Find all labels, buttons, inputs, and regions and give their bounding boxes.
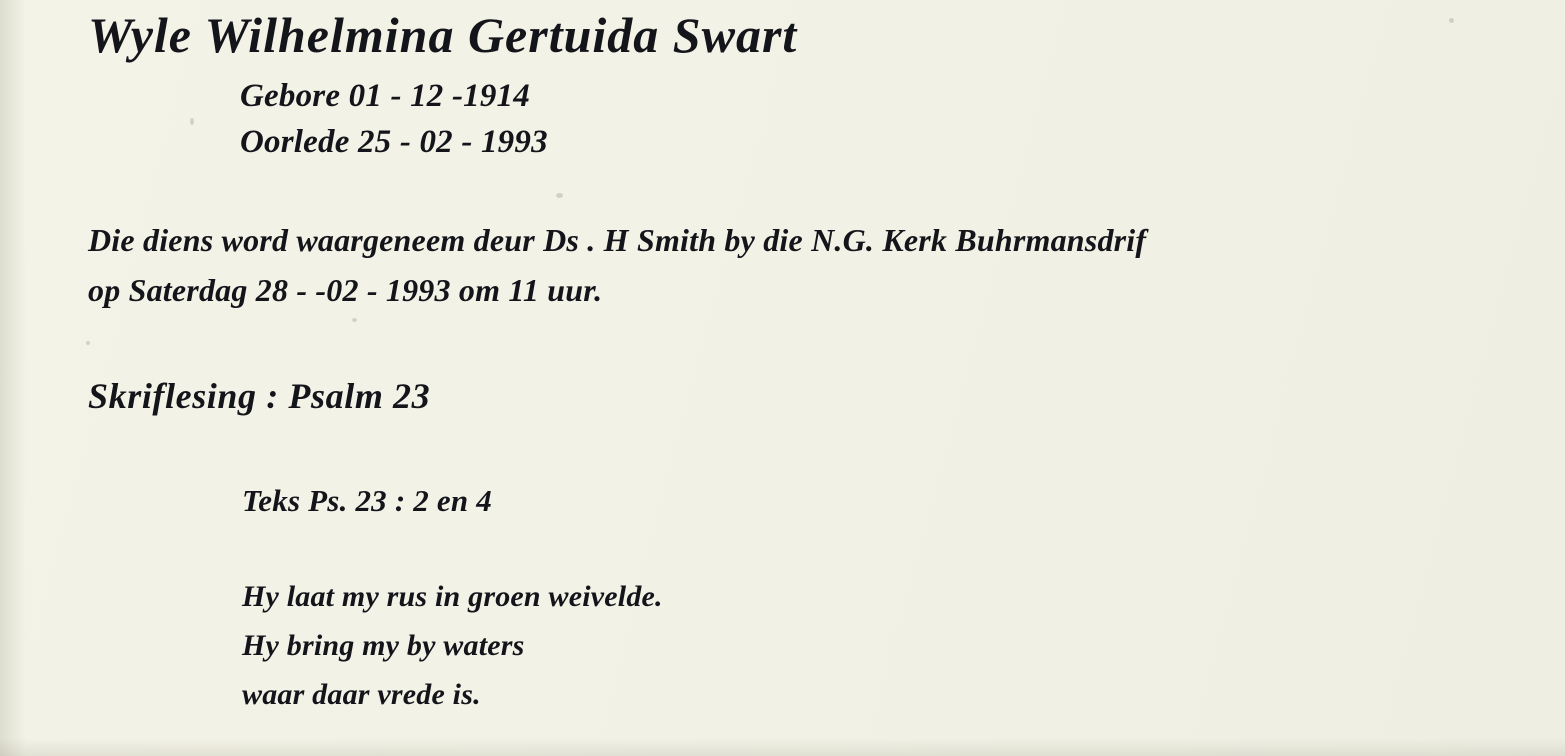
- service-details-line-1: Die diens word waargeneem deur Ds . H Smith by die N.G. Kerk Buhrmansdrif: [88, 222, 1147, 258]
- death-date-line: Oorlede 25 - 02 - 1993: [240, 124, 548, 160]
- text-reference: Teks Ps. 23 : 2 en 4: [242, 483, 492, 518]
- paper-speck: [1449, 18, 1454, 23]
- verse-line-2: Hy bring my by waters: [242, 629, 525, 662]
- deceased-name: Wyle Wilhelmina Gertuida Swart: [88, 7, 798, 63]
- paper-edge-shadow-bottom: [0, 738, 1565, 756]
- paper-speck: [86, 341, 90, 345]
- verse-line-3: waar daar vrede is.: [242, 678, 481, 711]
- birth-date-line: Gebore 01 - 12 -1914: [240, 78, 530, 114]
- paper-speck: [352, 318, 357, 322]
- scripture-reading: Skriflesing : Psalm 23: [88, 376, 431, 416]
- paper-edge-shadow-left: [0, 0, 26, 756]
- service-details-line-2: op Saterdag 28 - -02 - 1993 om 11 uur.: [88, 272, 603, 308]
- paper-speck: [556, 193, 563, 198]
- paper-speck: [190, 118, 194, 125]
- verse-line-1: Hy laat my rus in groen weivelde.: [242, 580, 663, 613]
